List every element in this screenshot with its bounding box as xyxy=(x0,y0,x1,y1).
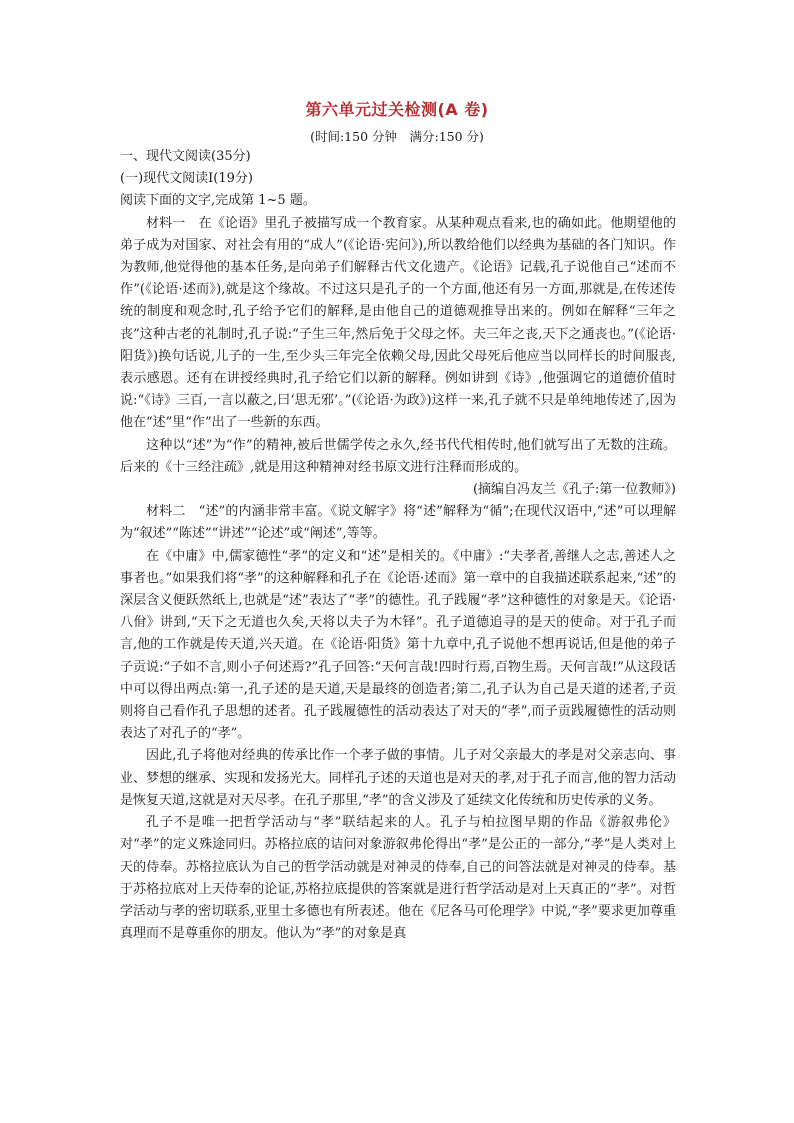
subsection-heading: (一)现代文阅读Ⅰ(19分) xyxy=(120,171,253,187)
material2-paragraph-3: 因此,孔子将他对经典的传承比作一个孝子做的事情。儿子对父亲最大的孝是对父亲志向、事业、梦想的继承、实现和发扬光大。同样孔子述的天道也是对天的孝,对于孔子而言,他的智力活动是恢复天道,这就是对天尽孝。在孔子那里,“孝”的含义涉及了延续文化传统和历史传承的义务。 xyxy=(120,748,676,808)
reading-instruction: 阅读下面的文字,完成第 1~5 题。 xyxy=(120,193,316,209)
material1-source: (摘编自冯友兰《孔子:第一位教师》) xyxy=(472,482,676,498)
material2-paragraph-2: 在《中庸》中,儒家德性“孝”的定义和“述”是相关的。《中庸》:“夫孝者,善继人之志,善述人之事者也。”如果我们将“孝”的这种解释和孔子在《论语·述而》第一章中的自我描述联系起来,“述”的深层含义便跃然纸上,也就是“述”表达了“孝”的德性。孔子践履“孝”这种德性的对象是天。《论语·八佾》讲到,“天下之无道也久矣,天将以夫子为木铎”。孔子道德追寻的是天的使命。对于孔子而言,他的工作就是传天道,兴天道。在《论语·阳货》第十九章中,孔子说他不想再说话,但是他的弟子子贡说:“子如不言,则小子何述焉?”孔子回答:“天何言哉!四时行焉,百物生焉。天何言哉!”从这段话中可以得出两点:第一,孔子述的是天道,天是最终的创造者;第二,孔子认为自己是天道的述者,子贡则将自己看作孔子思想的述者。孔子践履德性的活动表达了对天的“孝”,而子贡践履德性的活动则表达了对孔子的“孝”。 xyxy=(120,548,676,742)
document-body xyxy=(120,146,676,945)
material1-paragraph-1: 材料一 在《论语》里孔子被描写成一个教育家。从某种观点看来,也的确如此。他期望他的弟子成为对国家、对社会有用的“成人”(《论语·宪问》),所以教给他们以经典为基础的各门知识。作为教师,他觉得他的基本任务,是向弟子们解释古代文化遗产。《论语》记载,孔子说他自己“述而不作”(《论语·述而》),就是这个缘故。不过这只是孔子的一个方面,他还有另一方面,那就是,在传述传统的制度和观念时,孔子给予它们的解释,是由他自己的道德观推导出来的。例如在解释“三年之丧”这种古老的礼制时,孔子说:“子生三年,然后免于父母之怀。夫三年之丧,天下之通丧也。”(《论语·阳货》)换句话说,儿子的一生,至少头三年完全依赖父母,因此父母死后他应当以同样长的时间服丧,表示感恩。还有在讲授经典时,孔子给它们以新的解释。例如讲到《诗》,他强调它的道德价值时说:“《诗》三百,一言以蔽之,曰‘思无邪’。”(《论语·为政》)这样一来,孔子就不只是单纯地传述了,因为他在“述”里“作”出了一些新的东西。 xyxy=(120,215,676,431)
material1-paragraph-2: 这种以“述”为“作”的精神,被后世儒学传之永久,经书代代相传时,他们就写出了无数的注疏。后来的《十三经注疏》,就是用这种精神对经书原文进行注释而形成的。 xyxy=(120,437,676,475)
material2-paragraph-4: 孔子不是唯一把哲学活动与“孝”联结起来的人。孔子与柏拉图早期的作品《游叙弗伦》对“孝”的定义殊途同归。苏格拉底的诘问对象游叙弗伦得出“孝”是公正的一部分,“孝”是人类对上天的侍奉。苏格拉底认为自己的哲学活动就是对神灵的侍奉,自己的问答法就是对神灵的侍奉。基于苏格拉底对上天侍奉的论证,苏格拉底提供的答案就是进行哲学活动是对上天真正的“孝”。对哲学活动与孝的密切联系,亚里士多德也有所表述。他在《尼各马可伦理学》中说,“孝”要求更加尊重真理而不是尊重你的朋友。他认为“孝”的对象是真 xyxy=(120,815,676,942)
page-title: 第六单元过关检测(A 卷) xyxy=(305,100,489,119)
section-heading: 一、现代文阅读(35分) xyxy=(120,149,251,164)
material2-paragraph-1: 材料二 “述”的内涵非常丰富。《说文解字》将“述”解释为“循”;在现代汉语中,“述”可以理解为“叙述”“陈述”“讲述”“论述”或“阐述”,等等。 xyxy=(120,504,676,542)
exam-info: (时间:150 分钟 满分:150 分) xyxy=(310,129,484,144)
